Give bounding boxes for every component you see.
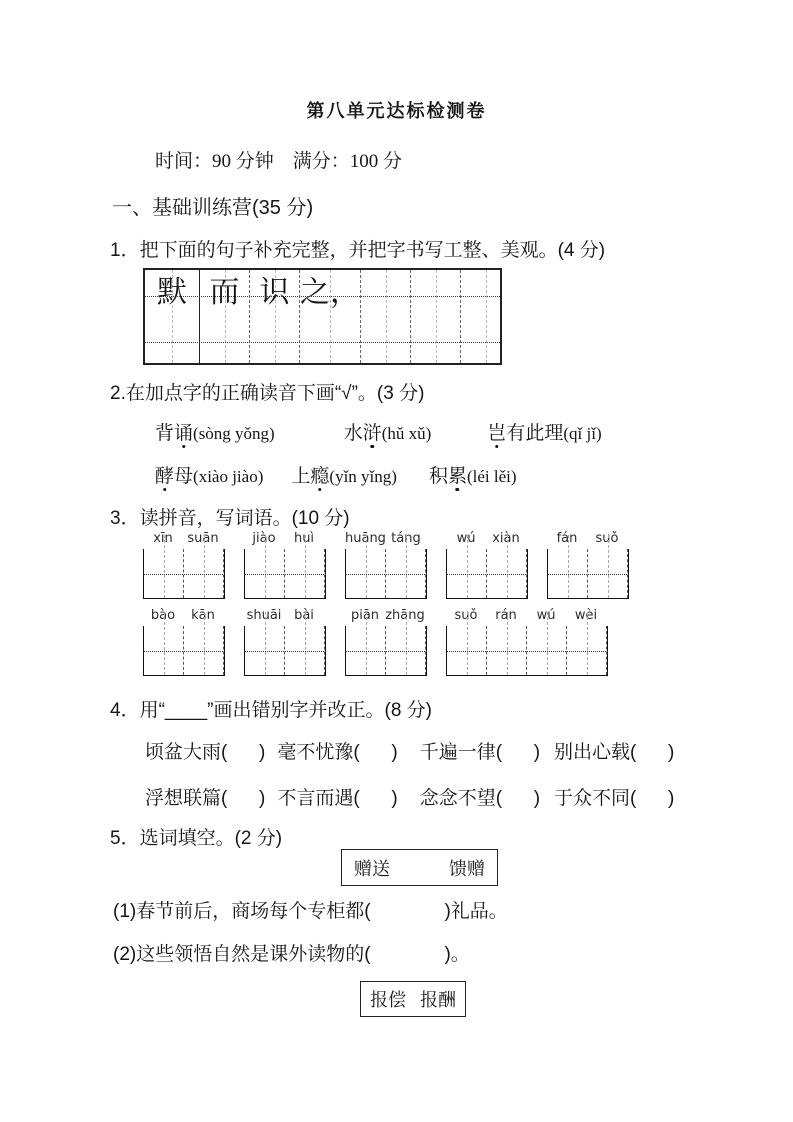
page-title: 第八单元达标检测卷 [306, 101, 487, 121]
grid-char: 默 [157, 275, 187, 310]
answer-write-box[interactable] [446, 549, 528, 599]
dotted-hanzi: 瘾 [310, 466, 330, 487]
idiom-text: 顷盆大雨 [145, 742, 222, 763]
exam-info-line: 时间：90 分钟 满分：100 分 [155, 151, 403, 172]
correction-blank[interactable]: ( ) [221, 788, 266, 809]
pinyin-labels: piān zhāng [350, 608, 425, 623]
q1-writing-grid[interactable] [143, 268, 502, 365]
q4-item [277, 783, 397, 810]
q2-item[interactable] [344, 418, 432, 445]
word-choice: 赠送 [354, 858, 390, 879]
dotted-hanzi: 诵 [174, 423, 194, 444]
q4-item [554, 783, 674, 810]
grid-dashed-line [145, 342, 500, 343]
dotted-hanzi: 浒 [362, 423, 382, 444]
pinyin-write-group [244, 608, 326, 676]
hanzi: 上 [291, 466, 311, 487]
idiom-text: 不言而遇 [277, 788, 354, 809]
correction-blank[interactable]: ( ) [630, 788, 675, 809]
grid-cell[interactable] [300, 270, 361, 363]
pinyin-write-group [547, 531, 629, 599]
correction-blank[interactable]: ( ) [495, 742, 541, 763]
answer-write-box[interactable] [244, 626, 326, 676]
q2-row-1 [155, 418, 602, 445]
q4-item [554, 737, 674, 764]
idiom-text: 毫不忧豫 [277, 742, 354, 763]
pinyin-labels: jiào huì [252, 531, 315, 546]
correction-blank[interactable]: ( ) [630, 742, 675, 763]
hanzi: 母 [174, 466, 194, 487]
pinyin-labels: bào kān [150, 608, 215, 623]
q4-row-2 [145, 783, 674, 810]
grid-cell[interactable] [200, 270, 250, 363]
q4-item [145, 737, 265, 764]
q4-item [420, 783, 540, 810]
pinyin-options[interactable]: (sòng yǒng) [193, 424, 275, 443]
q3-row-1 [143, 531, 629, 599]
q2-prompt: 2.在加点字的正确读音下画“√”。(3 分) [110, 383, 425, 404]
word-choice: 馈赠 [449, 858, 485, 879]
dotted-hanzi: 岂 [487, 423, 507, 444]
q5-prompt: 5．选词填空。(2 分) [110, 828, 283, 849]
grid-cell[interactable] [361, 270, 411, 363]
hanzi: 背 [155, 423, 175, 444]
pinyin-labels: huāng táng [345, 531, 421, 546]
q2-item[interactable] [155, 461, 263, 488]
correction-blank[interactable]: ( ) [353, 788, 398, 809]
idiom-text: 念念不望 [419, 788, 496, 809]
grid-cell[interactable] [411, 270, 461, 363]
pinyin-labels: shuāi bài [246, 608, 314, 623]
q4-prompt: 4．用“____”画出错别字并改正。(8 分) [110, 700, 432, 721]
pinyin-options[interactable]: (xiào jiào) [193, 467, 264, 486]
q2-item[interactable] [155, 418, 275, 445]
correction-blank[interactable]: ( ) [353, 742, 398, 763]
correction-blank[interactable]: ( ) [495, 788, 541, 809]
answer-write-box[interactable] [143, 549, 225, 599]
q5-word-choice-box-2 [360, 981, 466, 1017]
q2-item[interactable] [291, 461, 397, 488]
pinyin-labels: fán suǒ [556, 531, 619, 546]
pinyin-labels: xīn suān [153, 531, 219, 546]
word-choice: 报酬 [420, 990, 456, 1010]
q3-row-2 [143, 608, 608, 676]
pinyin-write-group [446, 531, 528, 599]
q5-sentence-2[interactable]: (2)这些领悟自然是课外读物的( )。 [113, 944, 470, 965]
pinyin-labels: wú xiàn [456, 531, 520, 546]
grid-char: 而 [209, 275, 240, 310]
pinyin-write-group [345, 531, 427, 599]
q4-row-1 [145, 737, 674, 764]
answer-write-box[interactable] [547, 549, 629, 599]
pinyin-write-group [446, 608, 608, 676]
grid-cell[interactable] [145, 270, 200, 363]
correction-blank[interactable]: ( ) [221, 742, 266, 763]
idiom-text: 别出心载 [554, 742, 631, 763]
pinyin-options[interactable]: (léi lěi) [466, 467, 517, 486]
pinyin-options[interactable]: (hǔ xǔ) [381, 424, 432, 443]
pinyin-options[interactable]: (qǐ jǐ) [563, 424, 602, 443]
q4-item [420, 737, 540, 764]
answer-write-box[interactable] [143, 626, 225, 676]
q5-sentence-1[interactable]: (1)春节前后，商场每个专柜都( )礼品。 [113, 901, 508, 922]
pinyin-write-group [244, 531, 326, 599]
pinyin-write-group [345, 608, 427, 676]
idiom-text: 千遍一律 [419, 742, 496, 763]
q2-row-2 [155, 461, 517, 488]
pinyin-write-group [143, 608, 225, 676]
idiom-text: 浮想联篇 [145, 788, 222, 809]
dotted-hanzi: 酵 [155, 466, 175, 487]
section1-heading: 一、基础训练营(35 分) [112, 197, 314, 219]
pinyin-options[interactable]: (yǐn yǐng) [329, 467, 397, 486]
hanzi: 有此理 [506, 423, 564, 444]
q2-item[interactable] [429, 461, 517, 488]
grid-char: 之， [300, 275, 360, 310]
q3-prompt: 3．读拼音，写词语。(10 分) [110, 508, 350, 529]
q1-prompt: 1．把下面的句子补充完整，并把字书写工整、美观。(4 分) [110, 240, 606, 261]
grid-char: 识 [259, 275, 290, 310]
q2-item[interactable] [487, 418, 601, 445]
word-choice: 报偿 [370, 990, 406, 1010]
q4-item [277, 737, 397, 764]
grid-cell[interactable] [250, 270, 300, 363]
hanzi: 水 [343, 423, 363, 444]
pinyin-labels: suǒ rán wú wèi [454, 608, 598, 623]
answer-write-box[interactable] [345, 626, 427, 676]
answer-write-box[interactable] [244, 549, 326, 599]
idiom-text: 于众不同 [554, 788, 631, 809]
pinyin-write-group [143, 531, 225, 599]
q5-word-choice-box-1 [341, 849, 498, 886]
answer-write-box[interactable] [345, 549, 427, 599]
answer-write-box[interactable] [446, 626, 608, 676]
dotted-hanzi: 累 [447, 466, 467, 487]
q4-item [145, 783, 265, 810]
grid-cell[interactable] [461, 270, 511, 363]
hanzi: 积 [428, 466, 448, 487]
